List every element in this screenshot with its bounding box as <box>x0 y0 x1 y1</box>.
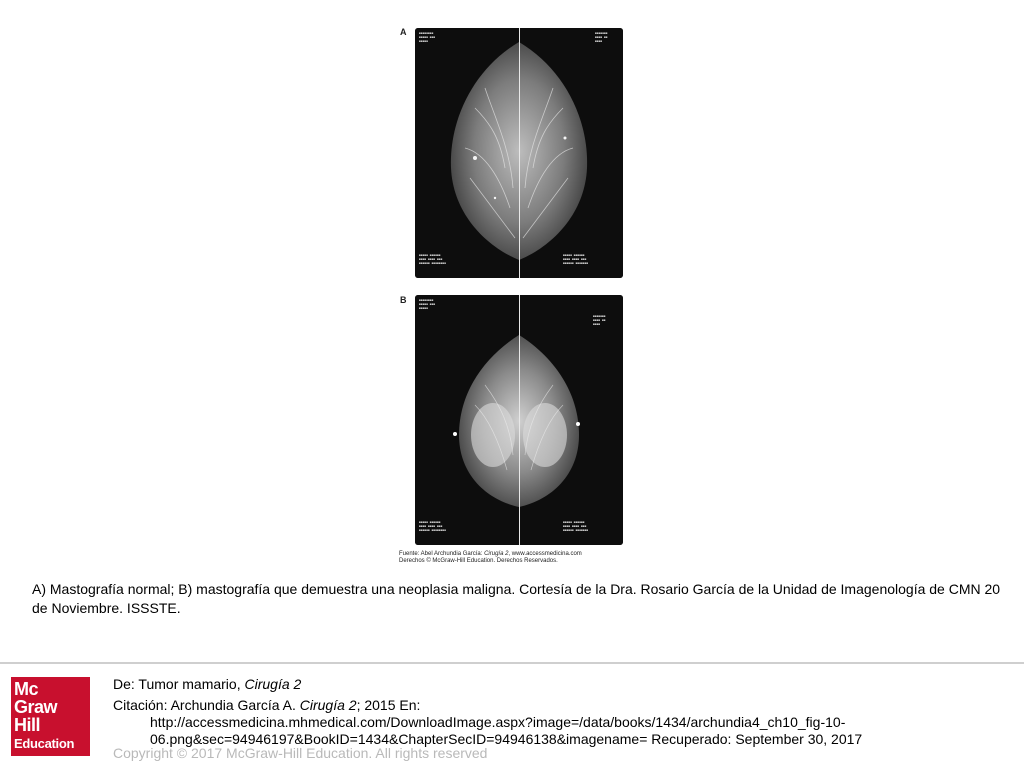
panel-a-label: A <box>400 27 407 37</box>
source-chapter <box>113 675 301 693</box>
source-suffix: , www.accessmedicina.com <box>508 551 582 557</box>
mcgraw-hill-education-logo <box>11 677 90 756</box>
citation-suffix: ; 2015 En: <box>356 697 421 713</box>
footer-divider <box>0 662 1024 664</box>
source-title: Cirugía 2 <box>484 551 509 557</box>
figure-caption: A) Mastografía normal; B) mastografía que demuestra una neoplasia maligna. Cortesía de la Dra. Rosario García de la Unidad de Imagenología de CMN 20 de Noviembre. ISSSTE. <box>32 581 1001 616</box>
panel-b-label: B <box>400 295 407 305</box>
citation-book: Cirugía 2 <box>299 697 357 713</box>
logo-line-1: Mc <box>14 679 39 699</box>
source-rights: Derechos © McGraw-Hill Education. Derechos Reservados. <box>399 558 558 564</box>
from-book: Cirugía 2 <box>244 676 302 692</box>
citation-prefix: Citación: Archundia García A. <box>113 697 300 713</box>
mammogram-normal-image: ■■■■■■■■ ■■■■■ ■■■ ■■■■■ ■■■■■■■ ■■■■ ■■ ■■■■ ■■■■■ ■■■■■■ ■■■■ ■■■■ ■■■ ■■■■■■ ■■■■■■■■ ■■■■■ ■■■■■■ ■■■■ ■■■■ ■■■ ■■■■■■ ■■■■■■■ <box>415 28 623 278</box>
from-prefix: De: Tumor mamario, <box>113 676 245 692</box>
source-prefix: Fuente: Abel Archundia García: <box>399 551 485 557</box>
copyright-notice: Copyright © 2017 McGraw-Hill Education. All rights reserved <box>113 745 488 761</box>
logo-line-3: Hill <box>14 715 41 735</box>
logo-line-4: Education <box>14 736 75 751</box>
logo-line-2: Graw <box>14 697 58 717</box>
figure-source <box>399 551 609 565</box>
citation <box>113 697 1013 748</box>
mammogram-malignant-image: ■■■■■■■■ ■■■■■ ■■■ ■■■■■ ■■■■■■■ ■■■■ ■■ ■■■■ ■■■■■ ■■■■■■ ■■■■ ■■■■ ■■■ ■■■■■■ ■■■■■■■■ ■■■■■ ■■■■■■ ■■■■ ■■■■ ■■■ ■■■■■■ ■■■■■■■ <box>415 295 623 545</box>
citation-url[interactable]: http://accessmedicina.mhmedical.com/DownloadImage.aspx?image=/data/books/1434/archundia4_ch10_fig-10-06.png&sec=94946197&BookID=1434&ChapterSecID=94946138&imagename= Recuperado: September 30, 2017 <box>150 714 863 747</box>
